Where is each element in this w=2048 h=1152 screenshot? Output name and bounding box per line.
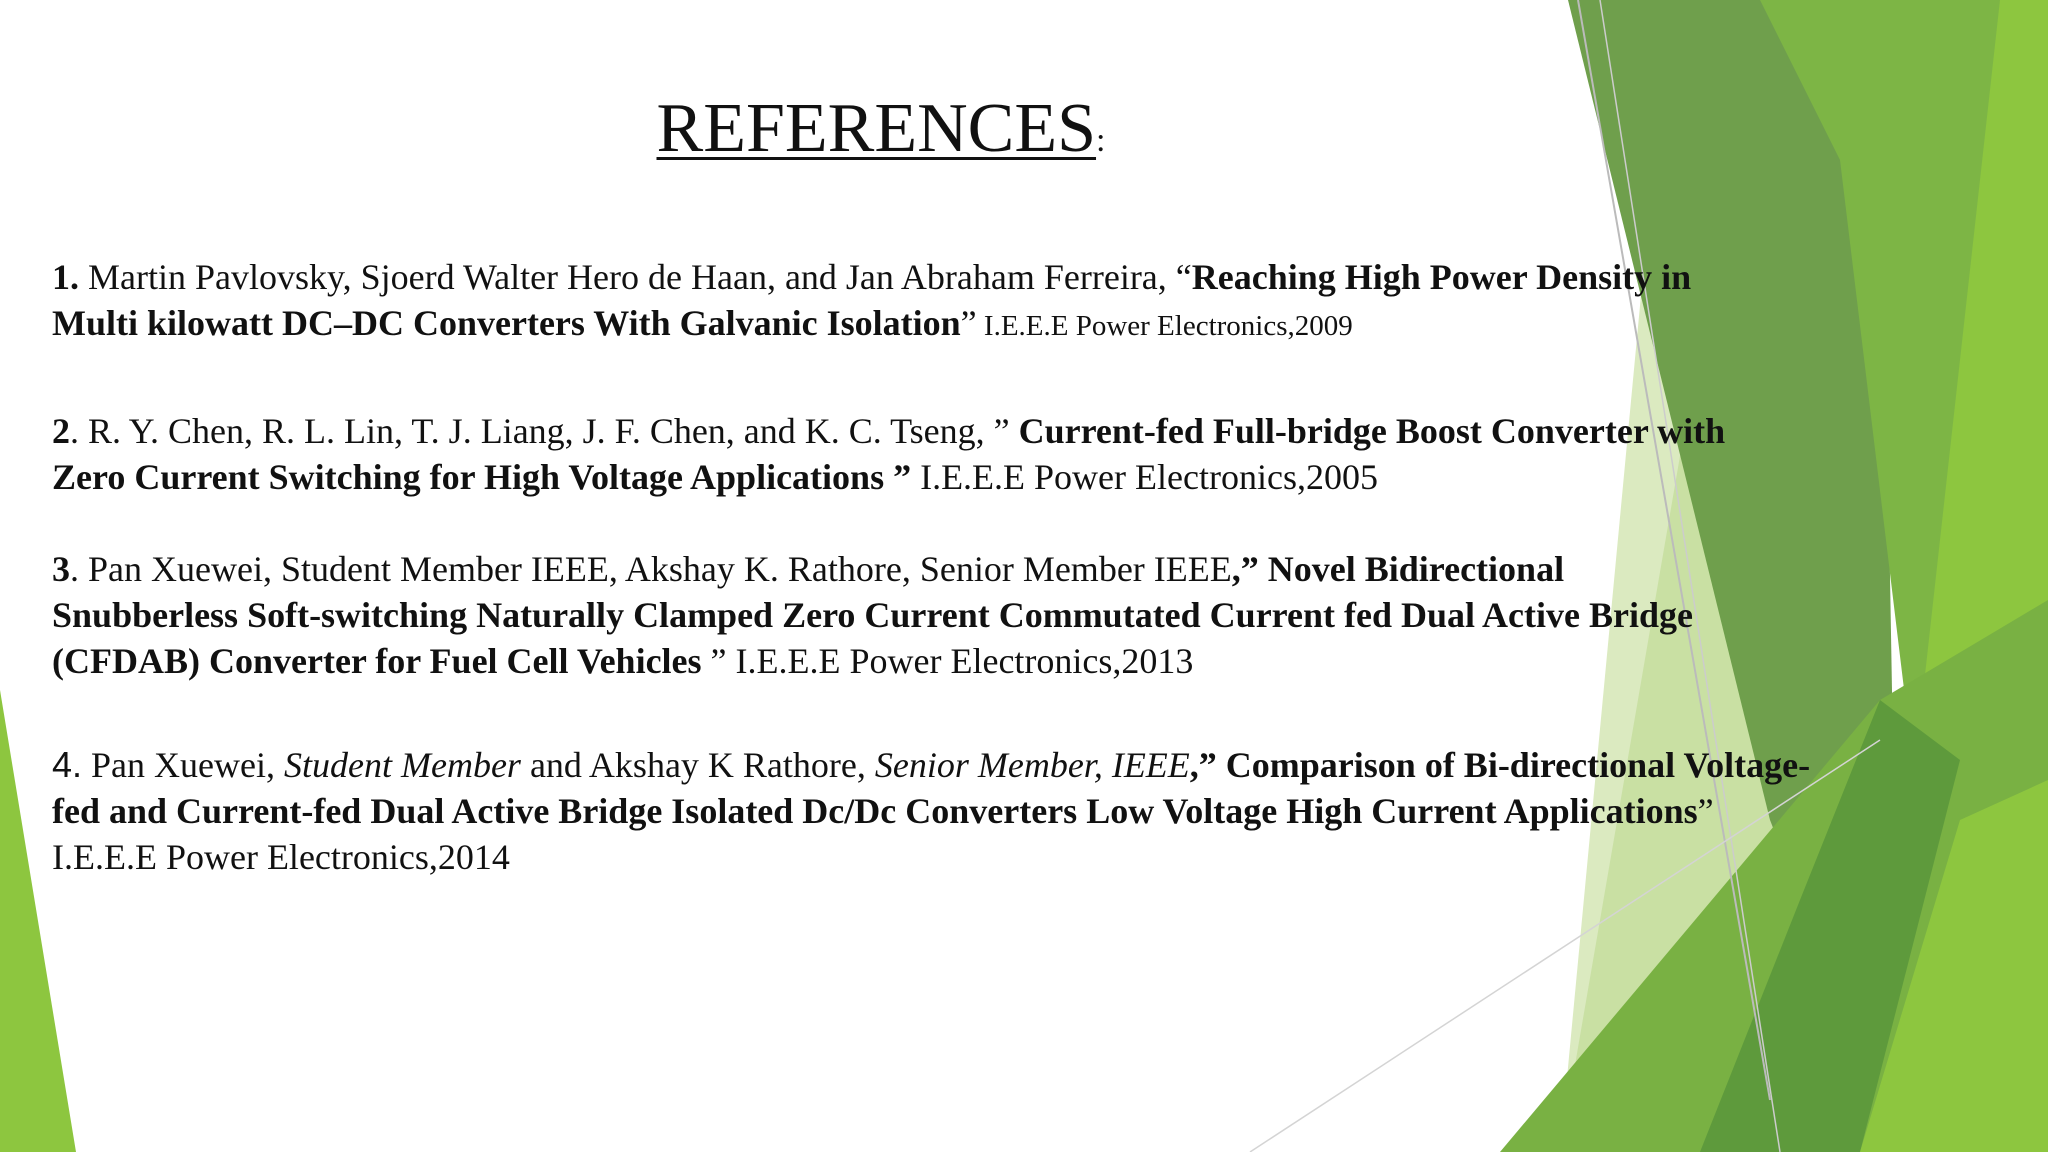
reference-role-1: Student Member — [284, 745, 521, 785]
reference-item-2 — [52, 408, 1792, 500]
reference-authors: . Pan Xuewei, Student Member IEEE, Akshay K. Rathore, Senior Member IEEE — [70, 549, 1232, 589]
reference-number: 4. — [52, 744, 83, 785]
reference-title: Reaching High Power Density in Multi kilowatt DC–DC Converters With Galvanic Isolation — [52, 257, 1692, 343]
reference-authors: Martin Pavlovsky, Sjoerd Walter Hero de Haan, and Jan Abraham Ferreira, “ — [79, 257, 1192, 297]
reference-number: 3 — [52, 549, 70, 589]
reference-author-2: and Akshay K Rathore, — [520, 745, 875, 785]
reference-title: Current-fed Full-bridge Boost Converter with Zero Current Switching for High Voltage Applications ” — [52, 411, 1726, 497]
reference-source: ” I.E.E.E Power Electronics,2014 — [52, 791, 1714, 877]
reference-number: 2 — [52, 411, 70, 451]
reference-item-4 — [52, 742, 1812, 880]
reference-role-2: Senior Member, IEEE — [874, 745, 1190, 785]
reference-close-quote: ” — [960, 303, 977, 343]
title-text: REFERENCES — [656, 90, 1097, 167]
reference-source: I.E.E.E Power Electronics,2005 — [911, 457, 1378, 497]
reference-source: I.E.E.E Power Electronics,2009 — [976, 310, 1353, 342]
reference-item-1 — [52, 254, 1692, 349]
reference-title: ,” Novel Bidirectional Snubberless Soft-switching Naturally Clamped Zero Current Commutated Current fed Dual Active Bridge (CFDAB) Converter for Fuel Cell Vehicles — [52, 549, 1693, 681]
title-colon: : — [1096, 122, 1106, 159]
reference-authors: . R. Y. Chen, R. L. Lin, T. J. Liang, J. F. Chen, and K. C. Tseng, ” — [70, 411, 1019, 451]
reference-number: 1. — [52, 257, 79, 297]
reference-item-3 — [52, 546, 1752, 684]
reference-author-1: Pan Xuewei, — [82, 745, 284, 785]
reference-title: ,” Comparison of Bi-directional Voltage-fed and Current-fed Dual Active Bridge Isolated Dc/Dc Converters Low Voltage High Current Applications — [52, 745, 1811, 831]
slide-title — [0, 86, 1762, 184]
reference-source: ” I.E.E.E Power Electronics,2013 — [701, 641, 1194, 681]
